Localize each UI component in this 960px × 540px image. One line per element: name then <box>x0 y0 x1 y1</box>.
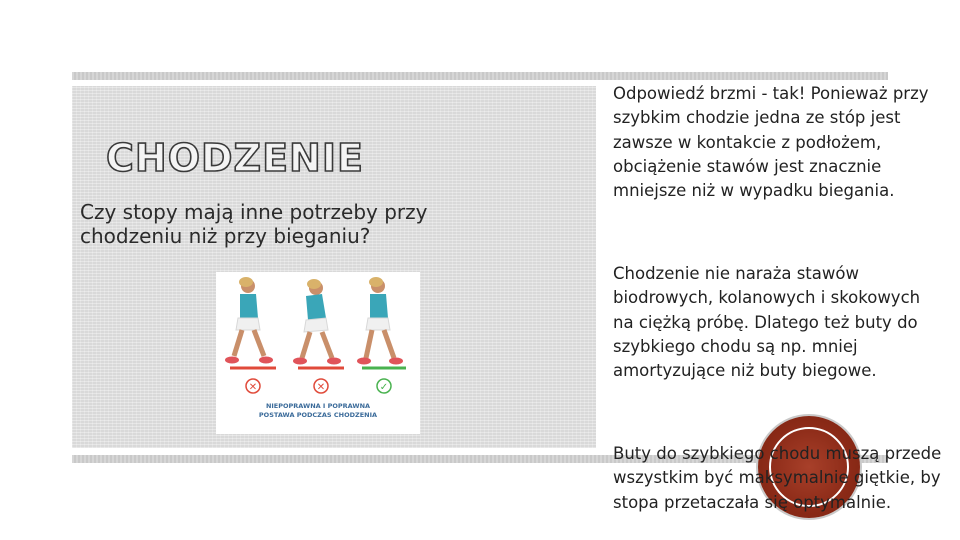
shirt-shape <box>240 294 258 318</box>
cross-icon: ✕ <box>316 382 326 393</box>
paragraph-1: Odpowiedź brzmi - tak! Ponieważ przy szybkim chodzie jedna ze stóp jest zawsze w kontakcie z podłożem, obciążenie stawów jest znacznie mniejsze niż w wypadku biegania. <box>613 84 929 201</box>
caption-line-2: POSTAWA PODCZAS CHODZENIA <box>258 411 378 419</box>
figure-incorrect-2 <box>293 279 341 365</box>
cross-icon: ✕ <box>248 382 258 393</box>
walking-posture-image <box>216 272 420 434</box>
slide-title: CHODZENIE <box>106 136 364 180</box>
check-icon: ✓ <box>379 382 389 393</box>
walking-posture-illustration <box>216 272 420 434</box>
figure-correct <box>357 277 403 365</box>
paragraph-3: Buty do szybkiego chodu muszą przede wszystkim być maksymalnie giętkie, by stopa przetaczała się optymalnie. <box>613 444 942 512</box>
slide-question: Czy stopy mają inne potrzeby przy chodzeniu niż przy bieganiu? <box>80 200 428 248</box>
caption-line-1: NIEPOPRAWNA I POPRAWNA <box>265 402 371 410</box>
figure-incorrect-1 <box>225 277 273 364</box>
paragraph-2: Chodzenie nie naraża stawów biodrowych, kolanowych i skokowych na ciężką próbę. Dlatego też buty do szybkiego chodu są np. mniej amortyzujące niż buty biegowe. <box>613 264 921 381</box>
top-divider-line <box>72 72 888 80</box>
